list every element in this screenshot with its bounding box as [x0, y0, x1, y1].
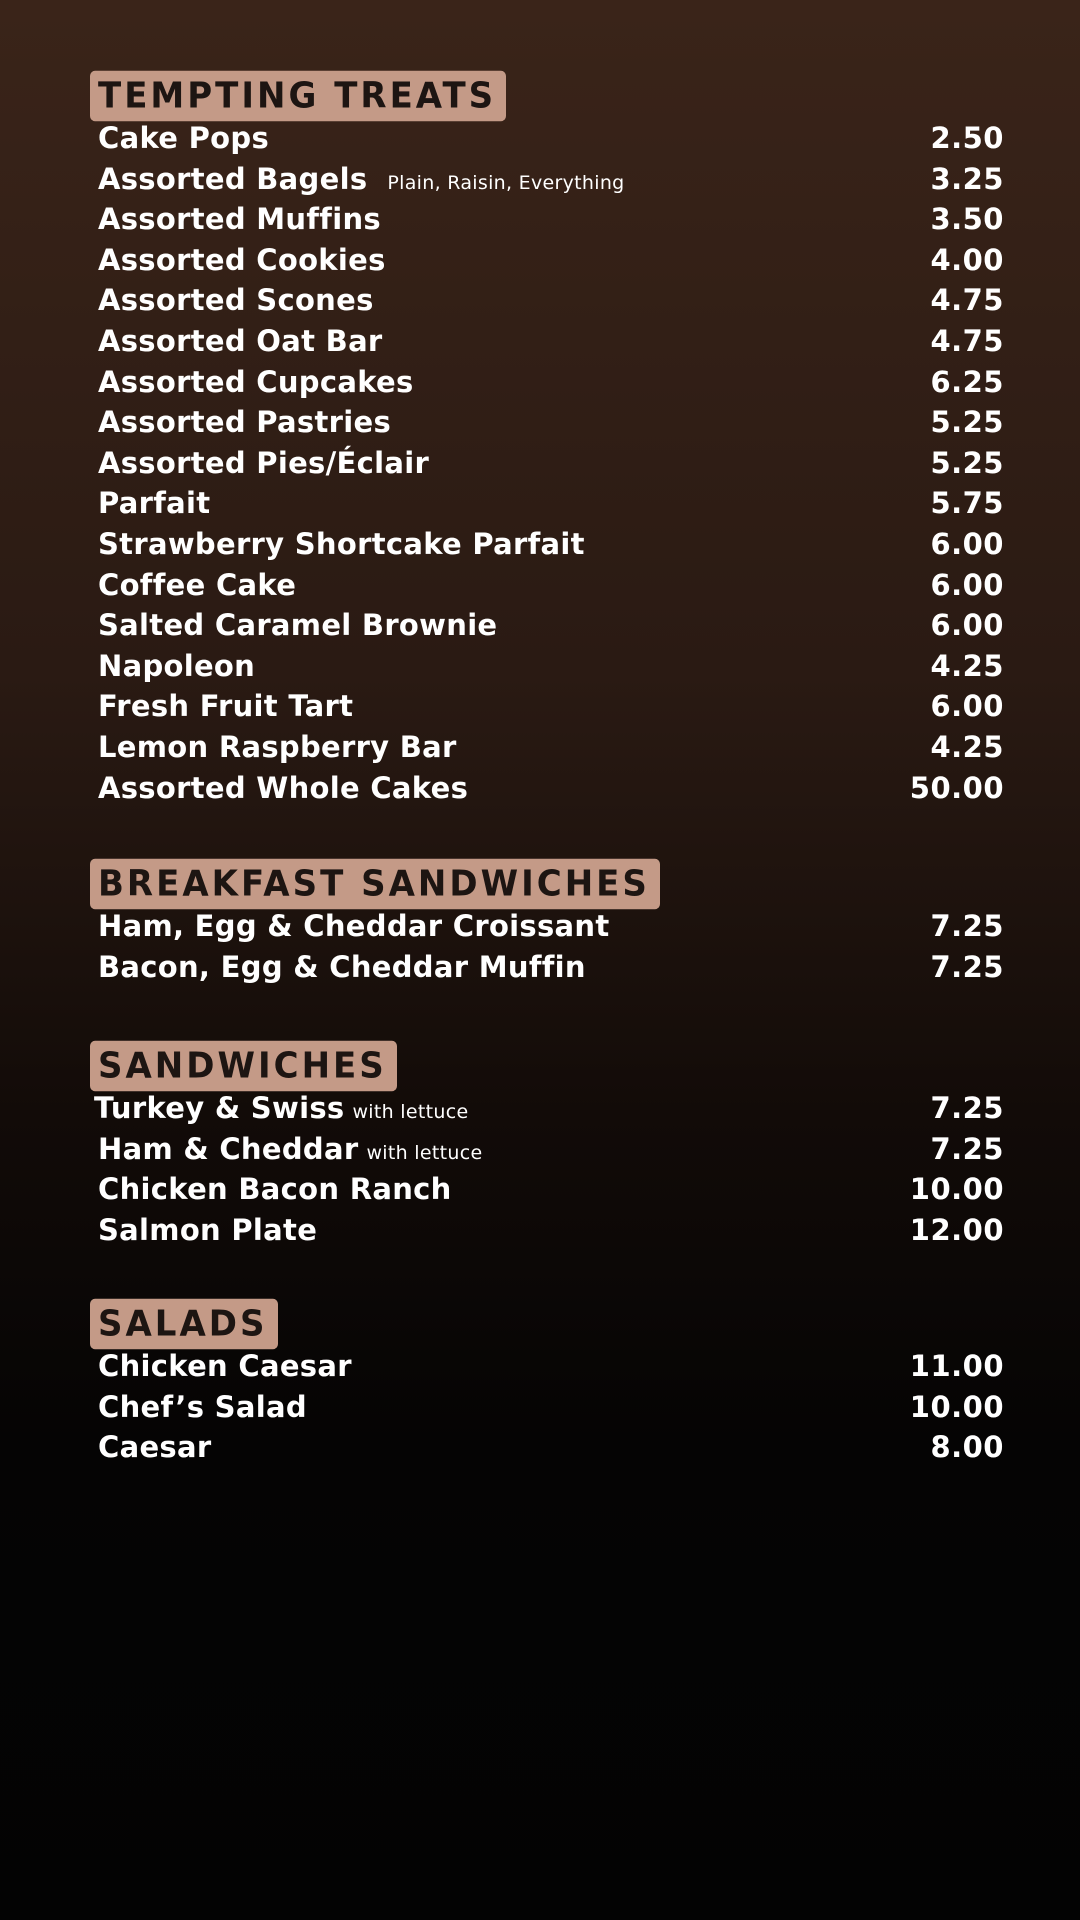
section-tempting-treats [90, 72, 1010, 808]
menu-item [90, 686, 1010, 727]
item-list [90, 118, 1010, 808]
item-name: Assorted Scones [98, 283, 374, 318]
item-price: 7.25 [930, 909, 1004, 943]
item-list [90, 1088, 1010, 1250]
menu-item [90, 280, 1010, 321]
menu-item [90, 906, 1010, 947]
item-name-wrap [98, 1129, 482, 1174]
section-title-badge: BREAKFAST SANDWICHES [90, 859, 660, 909]
item-name: Fresh Fruit Tart [98, 689, 354, 724]
item-price: 5.25 [930, 445, 1004, 480]
item-price: 8.00 [930, 1430, 1004, 1465]
menu-item [90, 524, 1010, 565]
menu-item [90, 727, 1010, 768]
menu-item [90, 565, 1010, 606]
item-price: 50.00 [909, 770, 1004, 805]
item-note: Plain, Raisin, Everything [387, 171, 625, 194]
item-price: 2.50 [930, 121, 1004, 155]
item-name: Chicken Bacon Ranch [98, 1172, 452, 1207]
item-price: 4.25 [930, 648, 1004, 683]
item-list [90, 1346, 1010, 1468]
menu-item [90, 483, 1010, 524]
item-price: 3.25 [930, 161, 1004, 196]
item-name: Chicken Caesar [98, 1349, 352, 1383]
menu-item [90, 1129, 1010, 1170]
item-name: Assorted Cookies [98, 242, 386, 277]
item-name-wrap [94, 1088, 468, 1133]
menu-item [90, 1169, 1010, 1210]
item-price: 6.00 [930, 689, 1004, 724]
item-name: Napoleon [98, 648, 256, 683]
menu-item [90, 1427, 1010, 1468]
item-price: 10.00 [909, 1389, 1004, 1424]
menu-item [90, 321, 1010, 362]
item-name: Ham, Egg & Cheddar Croissant [98, 909, 610, 943]
item-price: 7.25 [930, 1091, 1004, 1125]
item-price: 11.00 [909, 1349, 1004, 1383]
item-price: 5.75 [930, 486, 1004, 521]
item-name: Bacon, Egg & Cheddar Muffin [98, 949, 586, 984]
section-sandwiches [90, 1042, 1010, 1250]
item-name: Assorted Bagels [98, 161, 368, 196]
item-price: 4.25 [930, 729, 1004, 764]
item-name-wrap [98, 159, 625, 204]
item-name: Salted Caramel Brownie [98, 608, 498, 643]
menu-item [90, 199, 1010, 240]
menu-item [90, 1088, 1010, 1129]
menu-item [90, 443, 1010, 484]
item-price: 10.00 [909, 1172, 1004, 1207]
item-price: 4.75 [930, 323, 1004, 358]
item-price: 3.50 [930, 202, 1004, 237]
item-note: with lettuce [352, 1101, 469, 1123]
item-price: 5.25 [930, 405, 1004, 440]
item-price: 4.75 [930, 283, 1004, 318]
section-salads [90, 1300, 1010, 1468]
item-name: Coffee Cake [98, 567, 297, 602]
menu-item [90, 1210, 1010, 1251]
item-price: 6.00 [930, 608, 1004, 643]
item-name: Salmon Plate [98, 1212, 318, 1247]
menu-item [90, 605, 1010, 646]
item-price: 6.00 [930, 526, 1004, 561]
menu-item [90, 646, 1010, 687]
menu-item [90, 1346, 1010, 1387]
item-name: Assorted Muffins [98, 202, 381, 237]
item-name: Parfait [98, 486, 211, 521]
menu-item [90, 1387, 1010, 1428]
item-name: Ham & Cheddar [98, 1131, 359, 1166]
section-title-badge: SANDWICHES [90, 1041, 397, 1091]
item-name: Cake Pops [98, 121, 270, 155]
menu-item [90, 362, 1010, 403]
menu-item [90, 402, 1010, 443]
item-note: with lettuce [366, 1141, 483, 1164]
item-name: Assorted Whole Cakes [98, 770, 469, 805]
item-price: 6.00 [930, 567, 1004, 602]
item-name: Turkey & Swiss [94, 1091, 345, 1125]
section-title-badge: TEMPTING TREATS [90, 71, 506, 121]
section-breakfast-sandwiches [90, 860, 1010, 987]
item-price: 12.00 [909, 1212, 1004, 1247]
item-name: Lemon Raspberry Bar [98, 729, 457, 764]
item-price: 6.25 [930, 364, 1004, 399]
item-name: Caesar [98, 1430, 212, 1465]
item-name: Assorted Cupcakes [98, 364, 414, 399]
item-name: Assorted Pies/Éclair [98, 445, 430, 480]
menu-item [90, 768, 1010, 809]
item-name: Strawberry Shortcake Parfait [98, 526, 585, 561]
item-price: 7.25 [930, 1131, 1004, 1166]
menu-item [90, 947, 1010, 988]
item-list [90, 906, 1010, 987]
menu-item [90, 118, 1010, 159]
item-price: 4.00 [930, 242, 1004, 277]
item-name: Chef’s Salad [98, 1389, 307, 1424]
section-title-badge: SALADS [90, 1299, 278, 1349]
menu-item [90, 159, 1010, 200]
item-price: 7.25 [930, 949, 1004, 984]
item-name: Assorted Pastries [98, 405, 392, 440]
item-name: Assorted Oat Bar [98, 323, 383, 358]
menu-item [90, 240, 1010, 281]
